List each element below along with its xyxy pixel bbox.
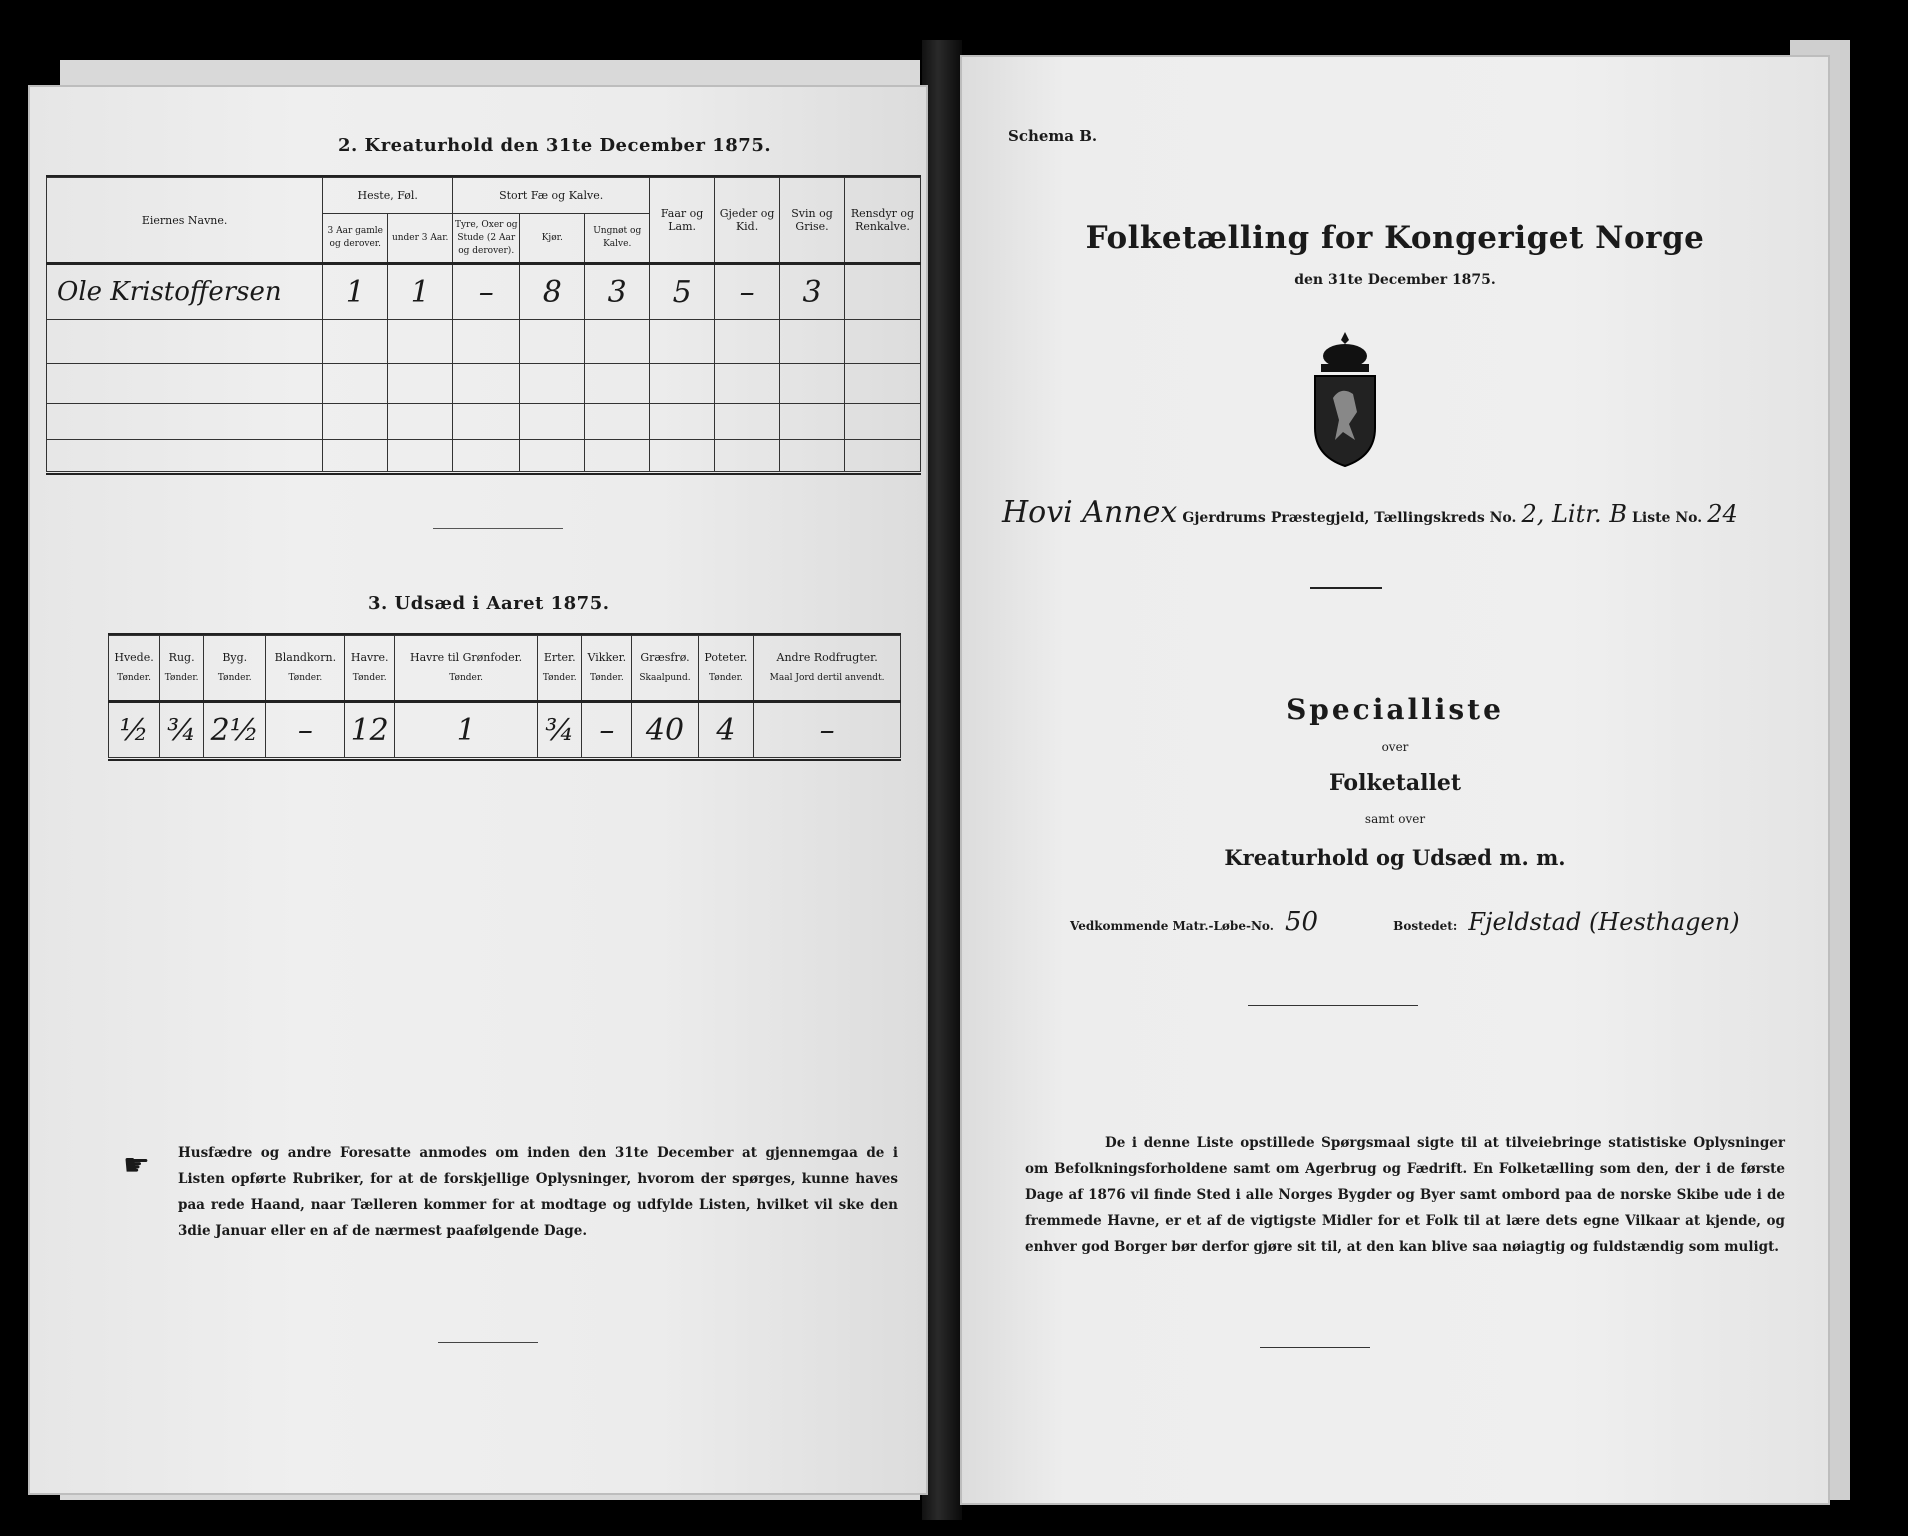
location-hand-3: 24: [1707, 500, 1738, 528]
seed-table: [108, 635, 901, 758]
seed-header-unit: Tønder.: [117, 673, 151, 683]
gjeder-header: Gjeder og Kid.: [715, 178, 780, 264]
bosted-value: Fjeldstad (Hesthagen): [1468, 908, 1740, 936]
seed-header: [698, 636, 754, 702]
livestock-cell: 1: [323, 264, 388, 320]
seed-header-name: Poteter.: [704, 651, 748, 664]
seed-cell: 2½: [204, 702, 266, 758]
title-date: den 31te December 1875.: [1294, 272, 1496, 288]
seed-header-unit: Tønder.: [217, 673, 252, 683]
location-line: [1002, 495, 1738, 530]
seed-header: [395, 636, 538, 702]
seed-cell: ¾: [538, 702, 582, 758]
seed-header-unit: Skaalpund.: [639, 673, 691, 683]
seed-cell: –: [582, 702, 632, 758]
livestock-cell: 8: [520, 264, 585, 320]
left-page: [28, 85, 928, 1495]
location-hand-2: 2, Litr. B: [1521, 500, 1627, 528]
livestock-cell: –: [715, 264, 780, 320]
rensdyr-header: Rensdyr og Renkalve.: [844, 178, 920, 264]
seed-header-unit: Maal Jord dertil anvendt.: [769, 673, 885, 683]
seed-header-name: Hvede.: [114, 651, 154, 664]
location-print-1: Gjerdrums: [1182, 510, 1266, 526]
bottom-rule-1: [46, 473, 921, 475]
section2-title: 2. Kreaturhold den 31te December 1875.: [338, 135, 772, 156]
right-page: [960, 55, 1830, 1505]
seed-header-name: Andre Rodfrugter.: [776, 651, 878, 664]
seed-header: [109, 636, 160, 702]
divider: [1248, 1005, 1418, 1006]
specialliste-title: Specialliste: [1286, 693, 1504, 726]
location-print-2: Præstegjeld, Tællingskreds No.: [1270, 510, 1517, 526]
seed-header-name: Havre.: [350, 651, 389, 664]
seed-header-name: Havre til Grønfoder.: [410, 651, 523, 664]
seed-header: [582, 636, 632, 702]
book-spine: [922, 40, 962, 1520]
over-1: over: [1381, 740, 1409, 754]
location-hand-1: Hovi Annex: [1002, 495, 1178, 530]
notice-text: Husfædre og andre Foresatte anmodes om inden den 31te December at gjennemgaa de i Listen opførte Rubriker, for at de forskjellige Oplysninger, hvorom der spørges, kunne haves paa rede Haand, naar Tælleren kommer for at modtage og udfylde Listen, hvilket vil ske den 3die Januar eller en af de nærmest paafølgende Dage.: [178, 1145, 898, 1239]
seed-cell: 40: [632, 702, 698, 758]
matr-label: Vedkommende Matr.-Løbe-No.: [1070, 919, 1274, 933]
svin-header: Svin og Grise.: [780, 178, 845, 264]
seed-header-name: Byg.: [222, 651, 248, 664]
seed-header-unit: Tønder.: [542, 673, 577, 683]
seed-header-unit: Tønder.: [352, 673, 387, 683]
divider: [1260, 1347, 1370, 1348]
divider: [1310, 587, 1382, 589]
seed-header-unit: Tønder.: [709, 673, 743, 683]
stort-fae-header: Stort Fæ og Kalve.: [453, 178, 650, 214]
seed-cell: 1: [395, 702, 538, 758]
table-row: [109, 702, 901, 758]
seed-cell: –: [754, 702, 901, 758]
seed-cell: ½: [109, 702, 160, 758]
livestock-cell: [844, 264, 920, 320]
seed-header-name: Vikker.: [587, 651, 627, 664]
livestock-cell: 1: [388, 264, 453, 320]
owner-name: Ole Kristoffersen: [47, 264, 323, 320]
livestock-cell: –: [453, 264, 520, 320]
kreaturhold-subtitle: Kreaturhold og Udsæd m. m.: [1224, 845, 1566, 870]
livestock-cell: 5: [650, 264, 715, 320]
heste-sub1: 3 Aar gamle og derover.: [323, 214, 388, 264]
seed-header: [345, 636, 395, 702]
livestock-cell: 3: [780, 264, 845, 320]
section3-title: 3. Udsæd i Aaret 1875.: [368, 593, 610, 614]
bosted-label: Bostedet:: [1393, 919, 1458, 933]
seed-header-name: Blandkorn.: [274, 651, 337, 664]
seed-header: [754, 636, 901, 702]
schema-label: Schema B.: [1008, 127, 1098, 145]
bottom-rule-2: [108, 759, 901, 761]
seed-cell: 12: [345, 702, 395, 758]
seed-header-name: Erter.: [543, 651, 576, 664]
seed-header-unit: Tønder.: [589, 673, 624, 683]
owner-header: Eiernes Navne.: [47, 178, 323, 264]
divider: [433, 528, 563, 529]
seed-header-unit: Tønder.: [164, 673, 199, 683]
stort-sub2: Kjør.: [520, 214, 585, 264]
seed-header: [632, 636, 698, 702]
main-title: Folketælling for Kongeriget Norge: [1085, 220, 1705, 256]
faar-header: Faar og Lam.: [650, 178, 715, 264]
seed-header-unit: Tønder.: [288, 673, 323, 683]
livestock-cell: 3: [585, 264, 650, 320]
coat-of-arms-icon: [1305, 328, 1385, 468]
seed-cell: 4: [698, 702, 754, 758]
heste-header: Heste, Føl.: [323, 178, 453, 214]
samt-over: samt over: [1364, 812, 1426, 826]
seed-header-name: Græsfrø.: [640, 651, 690, 664]
seed-cell: ¾: [160, 702, 204, 758]
seed-header: [160, 636, 204, 702]
pointing-hand-icon: ☛: [123, 1148, 150, 1183]
heste-sub2: under 3 Aar.: [388, 214, 453, 264]
seed-header: [538, 636, 582, 702]
matr-line: [1070, 907, 1740, 937]
location-print-3: Liste No.: [1632, 510, 1703, 526]
divider: [438, 1342, 538, 1343]
seed-cell: –: [266, 702, 345, 758]
table-row: [47, 264, 921, 320]
explanatory-paragraph: De i denne Liste opstillede Spørgsmaal sigte til at tilveiebringe statistiske Oplysninger om Befolkningsforholdene samt om Agerbrug og Fædrift. En Folketælling som den, der i de første Dage af 1876 vil finde Sted i alle Norges Bygder og Byer samt ombord paa de norske Skibe ude i de fremmede Havne, er et af de vigtigste Midler for et Folk til at lære dets egne Vilkaar at kjende, og enhver god Borger bør derfor gjøre sit til, at den kan blive saa nøiagtig og fuldstændig som muligt.: [1025, 1135, 1785, 1255]
livestock-table: [46, 177, 921, 472]
seed-header-unit: Tønder.: [449, 673, 483, 683]
seed-header: [266, 636, 345, 702]
stort-sub3: Ungnøt og Kalve.: [585, 214, 650, 264]
seed-header-name: Rug.: [168, 651, 195, 664]
stort-sub1: Tyre, Oxer og Stude (2 Aar og derover).: [453, 214, 520, 264]
folketallet: Folketallet: [1329, 770, 1461, 796]
matr-value: 50: [1284, 907, 1319, 937]
seed-header: [204, 636, 266, 702]
